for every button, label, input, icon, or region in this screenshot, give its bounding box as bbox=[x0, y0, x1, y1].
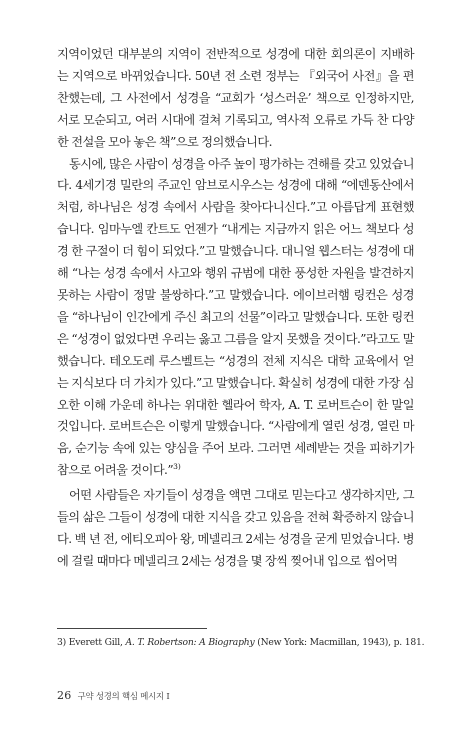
paragraph bbox=[57, 44, 414, 154]
footnote-marker: 3) bbox=[173, 462, 181, 472]
footnote-divider bbox=[57, 628, 207, 629]
footnote-publication: (New York: Macmillan, 1943), p. 181. bbox=[254, 637, 425, 648]
paragraph bbox=[57, 154, 414, 483]
paragraph bbox=[57, 485, 414, 573]
paragraph-text: 동시에, 많은 사람이 성경을 아주 높이 평가하는 견해를 갖고 있었습니다. 4세기경 밀란의 주교인 암브로시우스는 성경에 대해 “에덴동산에서처럼, 하나님은 성경 속에서 사람을 찾아다니신다.”고 아름답게 표현했습니다. 임마누엘 칸트도 언젠가 “내게는 지금까지 읽은 어느 책보다 성경 한 구절이 더 힘이 되었다.”고 말했습니다. 대니얼 웹스터는 성경에 대해 “나는 성경 속에서 사고와 행위 규범에 대한 풍성한 자원을 발견하지 못하는 사람이 정말 불쌍하다.”고 말했습니다. 에이브러햄 링컨은 성경을 “하나님이 인간에게 주신 최고의 선물”이라고 말했습니다. 또한 링컨은 “성경이 없었다면 우리는 옳고 그름을 알지 못했을 것이다.”라고도 말했습니다. 테오도레 루스벨트는 “성경의 전체 지식은 대학 교육에서 얻는 지식보다 더 가치가 있다.”고 말했습니다. 확실히 성경에 대한 가장 심오한 이해 가운데 하나는 위대한 헬라어 학자, A. T. 로버트슨이 한 말일 것입니다. 로버트슨은 이렇게 말했습니다. “사람에게 열린 성경, 열린 마음, 순기능 속에 있는 양심을 주어 보라. 그러면 세례받는 것을 피하기가 참으로 어려울 것이다.” bbox=[57, 156, 414, 478]
body-text bbox=[57, 44, 414, 573]
footnote-number: 3) bbox=[57, 637, 69, 648]
page-footer bbox=[57, 689, 169, 702]
running-title: 구약 성경의 핵심 메시지 I bbox=[77, 691, 170, 701]
paragraph-text: 어떤 사람들은 자기들이 성경을 액면 그대로 믿는다고 생각하지만, 그들의 삶은 그들이 성경에 대한 지식을 갖고 있음을 전혀 확증하지 않습니다. 백 년 전, 에티오피아 왕, 메넬리크 2세는 성경을 굳게 믿었습니다. 병에 걸릴 때마다 메넬리크 2세는 성경을 몇 장씩 찢어내 입으로 씹어먹 bbox=[57, 488, 414, 568]
footnote-author: Everett Gill, bbox=[68, 637, 126, 648]
page-number: 26 bbox=[57, 689, 72, 702]
footnote-book-title: A. T. Robertson: A Biography bbox=[125, 637, 255, 648]
paragraph-text: 지역이었던 대부분의 지역이 전반적으로 성경에 대한 회의론이 지배하는 지역으로 바뀌었습니다. 50년 전 소련 정부는 『외국어 사전』을 편찬했는데, 그 사전에서 성경을 “교회가 ‘성스러운’ 책으로 인정하지만, 서로 모순되고, 여러 시대에 걸쳐 기록되고, 역사적 오류로 가득 찬 다양한 전설을 모아 놓은 책”으로 정의했습니다. bbox=[57, 47, 414, 149]
footnote bbox=[57, 637, 425, 648]
